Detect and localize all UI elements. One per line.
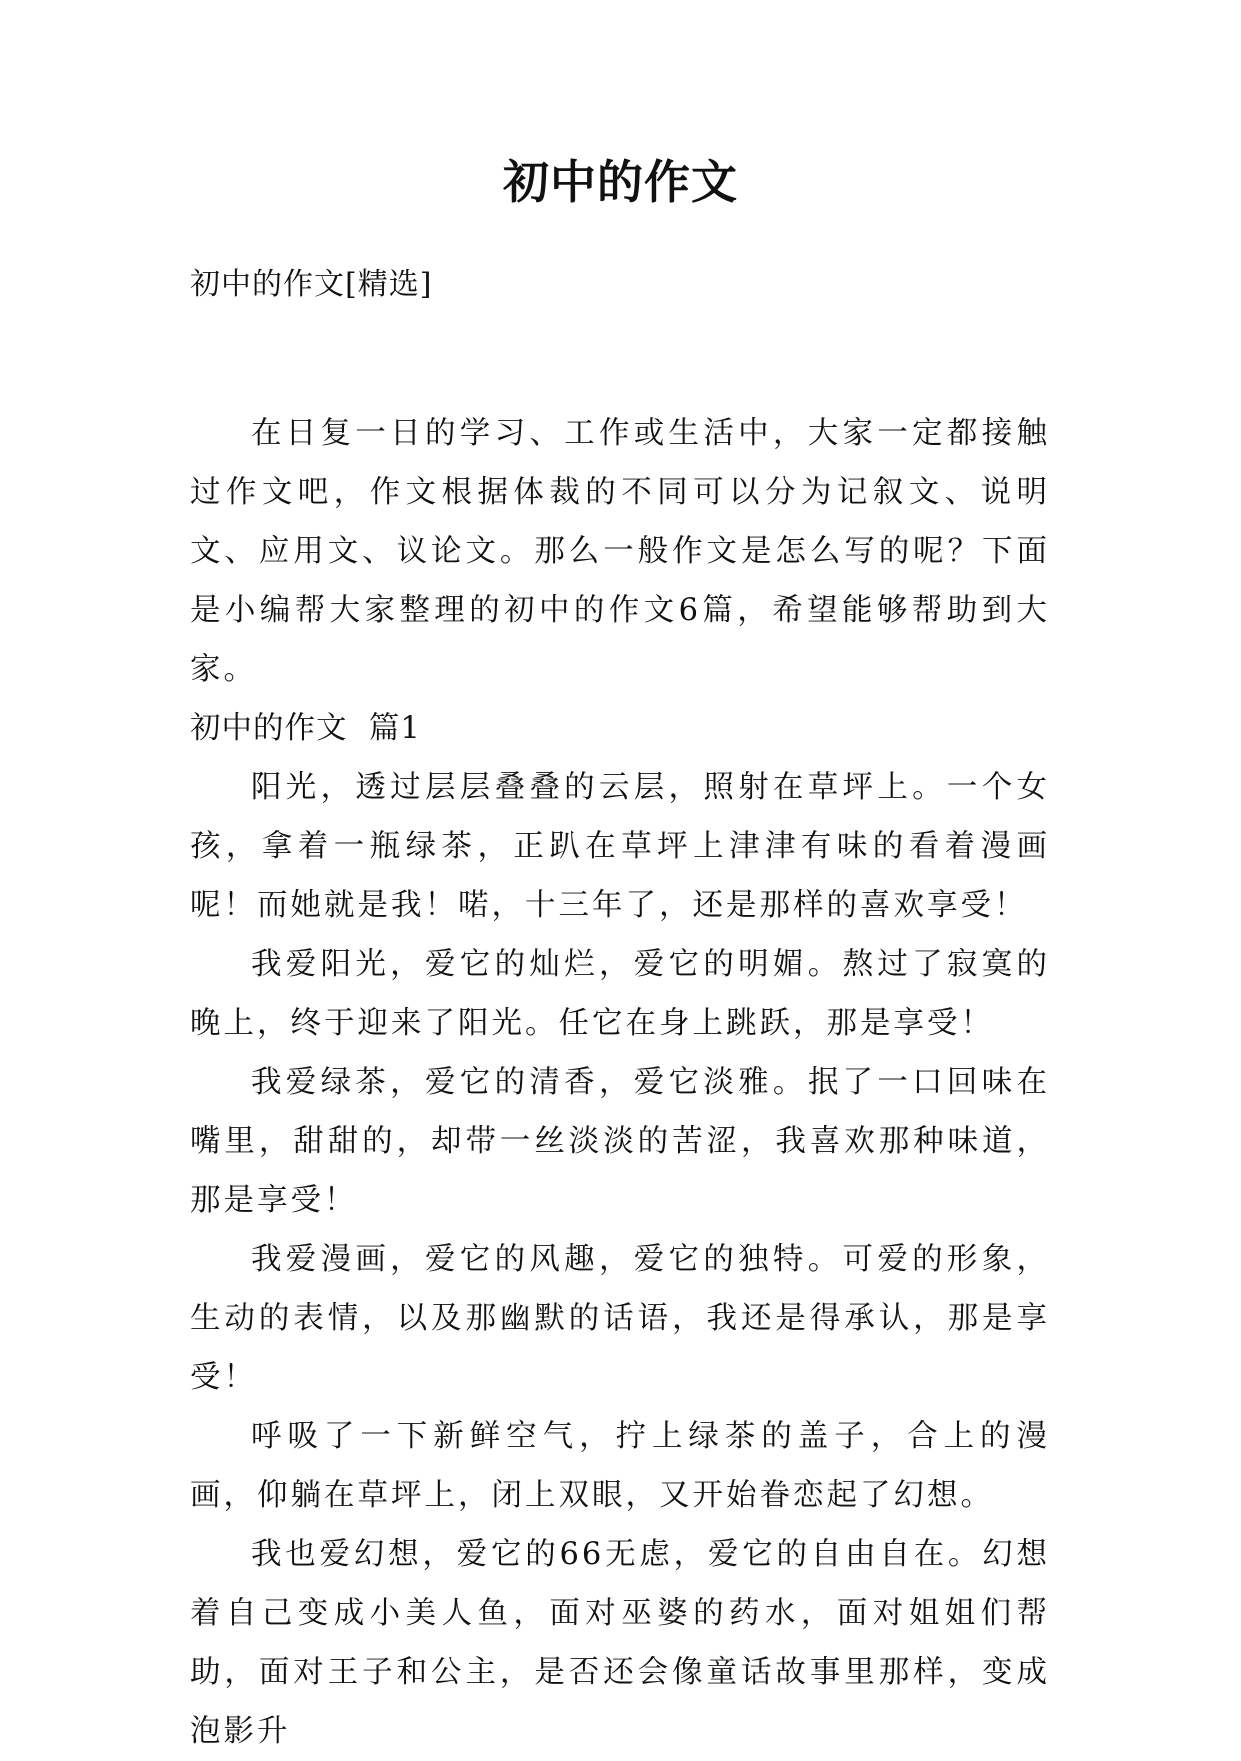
document-body: [190, 404, 1050, 1761]
document-title: 初中的作文: [503, 155, 738, 209]
intro-paragraph: 在日复一日的学习、工作或生活中，大家一定都接触过作文吧，作文根据体裁的不同可以分为记叙文、说明文、应用文、议论文。那么一般作文是怎么写的呢？下面是小编帮大家整理的初中的作文6篇，希望能够帮助到大家。: [190, 416, 1050, 687]
body-paragraph-1: 阳光，透过层层叠叠的云层，照射在草坪上。一个女孩，拿着一瓶绿茶，正趴在草坪上津津有味的看着漫画呢！而她就是我！喏，十三年了，还是那样的喜欢享受！: [190, 770, 1050, 923]
body-paragraph-4: 我爱漫画，爱它的风趣，爱它的独特。可爱的形象，生动的表情，以及那幽默的话语，我还是得承认，那是享受！: [190, 1242, 1050, 1395]
body-paragraph-6: 我也爱幻想，爱它的66无虑，爱它的自由自在。幻想着自己变成小美人鱼，面对巫婆的药水，面对姐姐们帮助，面对王子和公主，是否还会像童话故事里那样，变成泡影升: [190, 1537, 1050, 1749]
body-paragraph-5: 呼吸了一下新鲜空气，拧上绿茶的盖子，合上的漫画，仰躺在草坪上，闭上双眼，又开始眷恋起了幻想。: [190, 1419, 1050, 1513]
body-paragraph-2: 我爱阳光，爱它的灿烂，爱它的明媚。熬过了寂寞的晚上，终于迎来了阳光。任它在身上跳跃，那是享受！: [190, 947, 1050, 1041]
section-heading: 初中的作文 篇1: [190, 711, 421, 746]
body-paragraph-3: 我爱绿茶，爱它的清香，爱它淡雅。抿了一口回味在嘴里，甜甜的，却带一丝淡淡的苦涩，我喜欢那种味道，那是享受！: [190, 1065, 1050, 1218]
document-subtitle: 初中的作文[精选]: [190, 267, 433, 302]
